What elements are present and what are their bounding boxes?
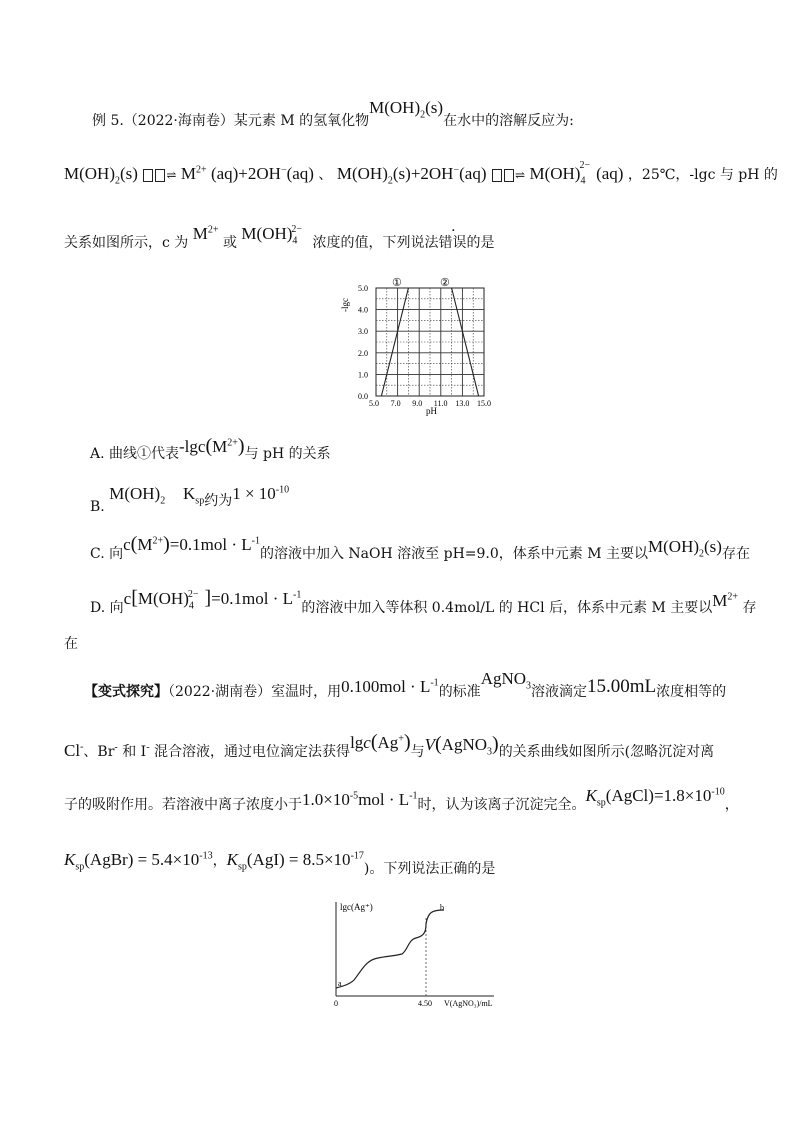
chart1-grid (376, 288, 484, 396)
chart1-xtick: 11.0 (433, 399, 448, 408)
chart1-xtick: 15.0 (477, 399, 491, 408)
variant-conc: $0.100mol \cdot L^{-1}$ (341, 677, 439, 696)
chart2-x450: 4.50 (418, 999, 432, 1008)
option-b (90, 484, 290, 515)
chart2-ylabel: lgc(Ag⁺) (340, 902, 373, 912)
chart2-curve (336, 910, 444, 988)
line3-text-c: 的是 (466, 235, 495, 251)
ion-cl: Cl- (64, 741, 84, 760)
variant-line4 (64, 850, 496, 877)
option-b-ksp: $K_{sp}$ (183, 484, 205, 507)
chart-neg-lgc-vs-ph (330, 272, 500, 422)
variant-tail: 浓度相等的 (656, 684, 727, 700)
option-d-mid: 的溶液中加入等体积 0.4mol/L 的 HCl 后，体系中元素 M 主要以 (301, 600, 713, 616)
comma: ， (724, 797, 739, 813)
chart1-xtick: 13.0 (455, 399, 470, 408)
variant-v-agno3: V(AgNO$_3$) (424, 733, 499, 758)
chart2-point-a: a (338, 979, 342, 988)
option-a-post: 与 pH 的关系 (244, 446, 331, 462)
option-a-formula: $-\lg c(M^{2+})$ (179, 435, 245, 457)
equilibrium-arrow-icon: ⇌ (491, 167, 525, 183)
option-d-pre: D. 向 (90, 600, 124, 616)
chart1-ytick: 5.0 (358, 284, 368, 293)
variant-line3-mid: 时，认为该离子沉淀完全。 (417, 797, 586, 813)
chart1-ytick: 3.0 (358, 327, 368, 337)
eq1-left: $M(OH)_2(s)$ (64, 164, 138, 187)
comma: ， (212, 853, 227, 869)
chart1-ylabel: -lgc (340, 298, 350, 312)
chart1-ytick: 4.0 (358, 305, 368, 315)
curve-1-label: ① (392, 277, 402, 289)
variant-titr: 溶液滴定 (531, 684, 588, 700)
formula-m2plus: $M^{2+}$ (192, 224, 219, 243)
line3-text-a: 关系如图所示，c 为 (64, 235, 189, 251)
chart1-xlabel: pH (426, 406, 437, 416)
option-a (90, 435, 331, 464)
option-c-pre: C. 向 (90, 546, 124, 562)
option-b-label: B. (90, 499, 105, 515)
variant-agno3: AgNO$_3$ (480, 669, 532, 692)
curve-2-label: ② (440, 277, 450, 289)
variant-std: 的标准 (438, 684, 481, 700)
variant-line2-text: 混合溶液，通过电位滴定法获得 (149, 744, 351, 760)
chart1-ytick: 2.0 (358, 348, 368, 358)
conditions: ，25℃，-lgc 与 pH 的 (627, 167, 778, 183)
option-a-pre: A. 曲线①代表 (90, 446, 180, 462)
option-c-mid: 的溶液中加入 NaOH 溶液至 pH=9.0，体系中元素 M 主要以 (259, 546, 649, 562)
eq2-right: $M(OH)_4^{2-}$ (aq) (529, 160, 624, 187)
option-c-end: 存在 (721, 546, 750, 562)
option-c (90, 533, 750, 566)
chart1-ytick: 1.0 (358, 370, 368, 380)
option-d-end: 存 (742, 600, 757, 616)
variant-line4-end: )。下列说法正确的是 (363, 861, 496, 877)
q5-equations (64, 160, 778, 187)
q5-suffix: 在水中的溶解反应为: (443, 113, 574, 129)
variant-source: （2022·湖南卷）室温时，用 (168, 684, 342, 700)
ksp-agi: $K_{sp}(AgI) = 8.5\times 10^{-17}$ (226, 850, 364, 873)
option-d (90, 587, 757, 620)
chart2-point-b: b (440, 903, 444, 912)
equilibrium-arrow-icon: ⇌ (142, 167, 176, 183)
chart1-ytick: 0.0 (358, 392, 368, 401)
variant-lgc-ag: lgc(Ag+) (350, 731, 411, 753)
option-d-conc: $c[M(OH)_4^{2-}$ ]$=0.1mol \cdot L^{-1}$ (123, 587, 302, 612)
ksp-agbr: $K_{sp}(AgBr) = 5.4\times 10^{-13}$ (64, 850, 213, 873)
chart2-xlabel: V(AgNO₃)/mL (444, 999, 493, 1008)
ksp-agcl: $K_{sp}(AgCl)=1.8\times 10^{-10}$ (585, 786, 725, 809)
eq1-right: $M^{2+}$ (aq)+2OH−(aq) (180, 164, 314, 183)
variant-line3-text: 子的吸附作用。若溶液中离子浓度小于 (64, 797, 302, 813)
q5-line1 (92, 98, 574, 133)
chart1-xtick: 9.0 (412, 399, 423, 408)
line3-or: 或 (222, 235, 237, 251)
variant-line3 (64, 786, 739, 817)
chart1-xtick: 7.0 (390, 399, 401, 408)
variant-and: 与 (410, 744, 425, 760)
option-b-mid: 约为 (204, 493, 233, 509)
option-d-m2plus: $M^{2+}$ (712, 591, 739, 610)
option-c-moh2: $M(OH)_2(s)$ (648, 537, 722, 560)
eq2-left: $M(OH)_2(s)+2OH^-(aq)$ (336, 164, 487, 187)
formula-moh2: $M(OH)_2(s)$ (369, 98, 444, 121)
ion-br: 、Br (83, 744, 115, 760)
separator: 、 (318, 167, 333, 183)
chart2-x0: 0 (334, 999, 338, 1008)
variant-line1 (84, 669, 727, 704)
chart1-series-2 (452, 288, 479, 396)
option-d-wrap: 在 (64, 636, 78, 652)
q5-line3 (64, 224, 495, 255)
chart-lgc-ag-vs-v (322, 896, 502, 1008)
option-c-conc: $c(M^{2+})=0.1mol \cdot L^{-1}$ (123, 533, 260, 555)
q5-prefix: 例 5.（2022·海南卷）某元素 M 的氢氧化物 (92, 113, 370, 129)
variant-line2-end: 的关系曲线如图所示(忽略沉淀对离 (498, 744, 715, 760)
formula-moh4: $M(OH)_4^{2-}$ (241, 224, 303, 247)
chart1-xtick: 5.0 (369, 399, 379, 408)
variant-vol: 15.00mL (587, 676, 657, 697)
line3-text-b: 浓度的值，下列说法 (312, 235, 439, 251)
variant-line2: Cl-、Br- 和 I- 混合溶液，通过电位滴定法获得lgc(Ag+)与V(AgNO$_3$)的关系曲线如图所示(忽略沉淀对离 (64, 731, 715, 760)
option-b-value: $1 \times 10^{-10}$ (232, 484, 290, 503)
emphasis-error: 错误 (438, 235, 467, 251)
option-b-moh2: $M(OH)_2$ (109, 484, 166, 507)
variant-threshold: $1.0\times 10^{-5}mol \cdot L^{-1}$ (302, 790, 418, 809)
variant-tag: 【变式探究】 (84, 684, 168, 700)
ion-i: 和 I (117, 744, 147, 760)
